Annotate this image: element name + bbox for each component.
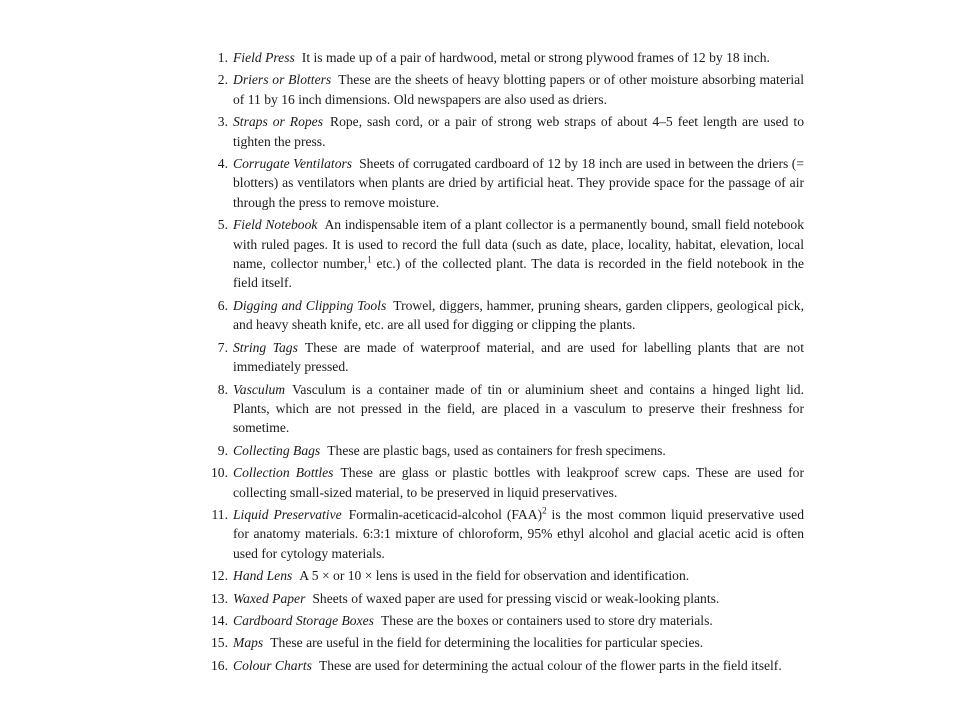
- item-term: Corrugate Ventilators: [233, 156, 353, 172]
- list-item: [204, 338, 804, 377]
- item-number: 5.: [217, 217, 228, 233]
- item-description: These are made of waterproof material, and are used for labelling plants that are not immediately pressed.: [233, 339, 804, 375]
- item-term: Collection Bottles: [233, 465, 334, 481]
- item-number: 14.: [211, 612, 228, 628]
- item-term: Digging and Clipping Tools: [233, 297, 387, 313]
- item-term: Hand Lens: [233, 568, 293, 584]
- item-term: Liquid Preservative: [233, 506, 342, 522]
- item-number: 10.: [211, 465, 228, 481]
- item-term: String Tags: [233, 339, 298, 355]
- list-item: [204, 296, 804, 335]
- item-term: Field Notebook: [233, 217, 318, 233]
- item-description: These are used for determining the actual colour of the flower parts in the field itself.: [318, 657, 782, 673]
- item-description-continued: etc.) of the collected plant. The data is recorded in the field notebook in the field itself.: [233, 256, 804, 291]
- item-number: 9.: [217, 442, 228, 458]
- item-term: Collecting Bags: [233, 442, 321, 458]
- item-number: 4.: [217, 156, 228, 172]
- document-page: [204, 48, 804, 712]
- item-text: [233, 215, 804, 293]
- item-description: These are the sheets of heavy blotting papers or of other moisture absorbing material of 11 by 16 inch dimensions. Old newspapers are also used as driers.: [233, 72, 804, 107]
- item-text: [233, 441, 804, 460]
- item-term: Vasculum: [233, 381, 286, 397]
- item-description: Trowel, diggers, hammer, pruning shears, garden clippers, geological pick, and heavy sheath knife, etc. are all used for digging or clipping the plants.: [233, 297, 805, 333]
- item-text: [233, 656, 804, 675]
- item-text: [233, 296, 804, 335]
- list-item: [204, 566, 804, 585]
- item-number: 3.: [217, 114, 228, 130]
- item-term: Driers or Blotters: [233, 72, 332, 88]
- item-number: 11.: [211, 506, 228, 522]
- item-description: A 5 × or 10 × lens is used in the field for observation and identification.: [299, 568, 690, 584]
- item-term: Cardboard Storage Boxes: [233, 612, 374, 628]
- list-item: [204, 656, 804, 675]
- item-text: [233, 633, 804, 652]
- list-item: [204, 589, 804, 608]
- item-description: Sheets of waxed paper are used for pressing viscid or weak-looking plants.: [312, 590, 720, 606]
- item-number: 6.: [217, 297, 228, 313]
- item-number: 2.: [217, 72, 228, 88]
- item-text: [233, 380, 804, 438]
- item-description: These are plastic bags, used as containers for fresh specimens.: [327, 442, 666, 458]
- item-term: Maps: [233, 635, 264, 651]
- item-term: Waxed Paper: [233, 590, 306, 606]
- item-term: Colour Charts: [233, 657, 312, 673]
- item-text: [233, 48, 804, 67]
- list-item: [204, 112, 804, 151]
- item-text: [233, 338, 804, 377]
- item-number: 12.: [211, 568, 228, 584]
- list-item: [204, 505, 804, 563]
- item-number: 13.: [211, 590, 228, 606]
- item-text: [233, 154, 804, 212]
- item-text: [233, 611, 804, 630]
- item-description: Vasculum is a container made of tin or aluminium sheet and contains a hinged light lid. Plants, which are not pressed in the field, are placed in a vasculum to preserve their freshness for sometime.: [233, 381, 804, 436]
- item-number: 8.: [217, 381, 228, 397]
- item-text: [233, 70, 804, 109]
- item-description: An indispensable item of a plant collector is a permanently bound, small field notebook with ruled pages. It is used to record the full data (such as date, place, locality, habitat, elevation, local name, collector number,: [233, 217, 805, 272]
- item-term: Field Press: [233, 50, 295, 65]
- item-description: Sheets of corrugated cardboard of 12 by 18 inch are used in between the driers (= blotters) as ventilators when plants are dried by artificial heat. They provide space for the passage of air through the press to remove moisture.: [233, 156, 805, 210]
- item-description: These are useful in the field for determining the localities for particular species.: [270, 635, 704, 651]
- item-number: 15.: [211, 635, 228, 651]
- list-item: [204, 611, 804, 630]
- footnote-marker: 2: [542, 505, 547, 516]
- list-item: [204, 48, 804, 67]
- item-text: [233, 566, 804, 585]
- item-text: [233, 589, 804, 608]
- item-number: 16.: [211, 657, 228, 673]
- list-item: [204, 154, 804, 212]
- item-description: Rope, sash cord, or a pair of strong web straps of about 4–5 feet length are used to tighten the press.: [233, 114, 804, 149]
- list-item: [204, 441, 804, 460]
- list-item: [204, 463, 804, 502]
- item-text: [233, 112, 804, 151]
- item-term: Straps or Ropes: [233, 114, 323, 130]
- footnote-marker: 1: [367, 254, 372, 265]
- item-text: [233, 463, 804, 502]
- item-text: [233, 505, 804, 563]
- item-description: It is made up of a pair of hardwood, metal or strong plywood frames of 12 by 18 inch.: [301, 50, 770, 65]
- item-description: Formalin-aceticacid-alcohol (FAA): [348, 506, 543, 522]
- list-item: [204, 380, 804, 438]
- item-description-continued: is the most common liquid preservative used for anatomy materials. 6:3:1 mixture of chloroform, 95% ethyl alcohol and glacial acetic acid is often used for cytology materials.: [233, 506, 805, 561]
- list-item: [204, 70, 804, 109]
- item-description: These are glass or plastic bottles with leakproof screw caps. These are used for collecting small-sized material, to be preserved in liquid preservatives.: [233, 465, 804, 500]
- list-item: [204, 215, 804, 293]
- list-item: [204, 633, 804, 652]
- item-description: These are the boxes or containers used to store dry materials.: [380, 612, 713, 628]
- item-number: 1.: [217, 50, 228, 65]
- item-number: 7.: [217, 339, 228, 355]
